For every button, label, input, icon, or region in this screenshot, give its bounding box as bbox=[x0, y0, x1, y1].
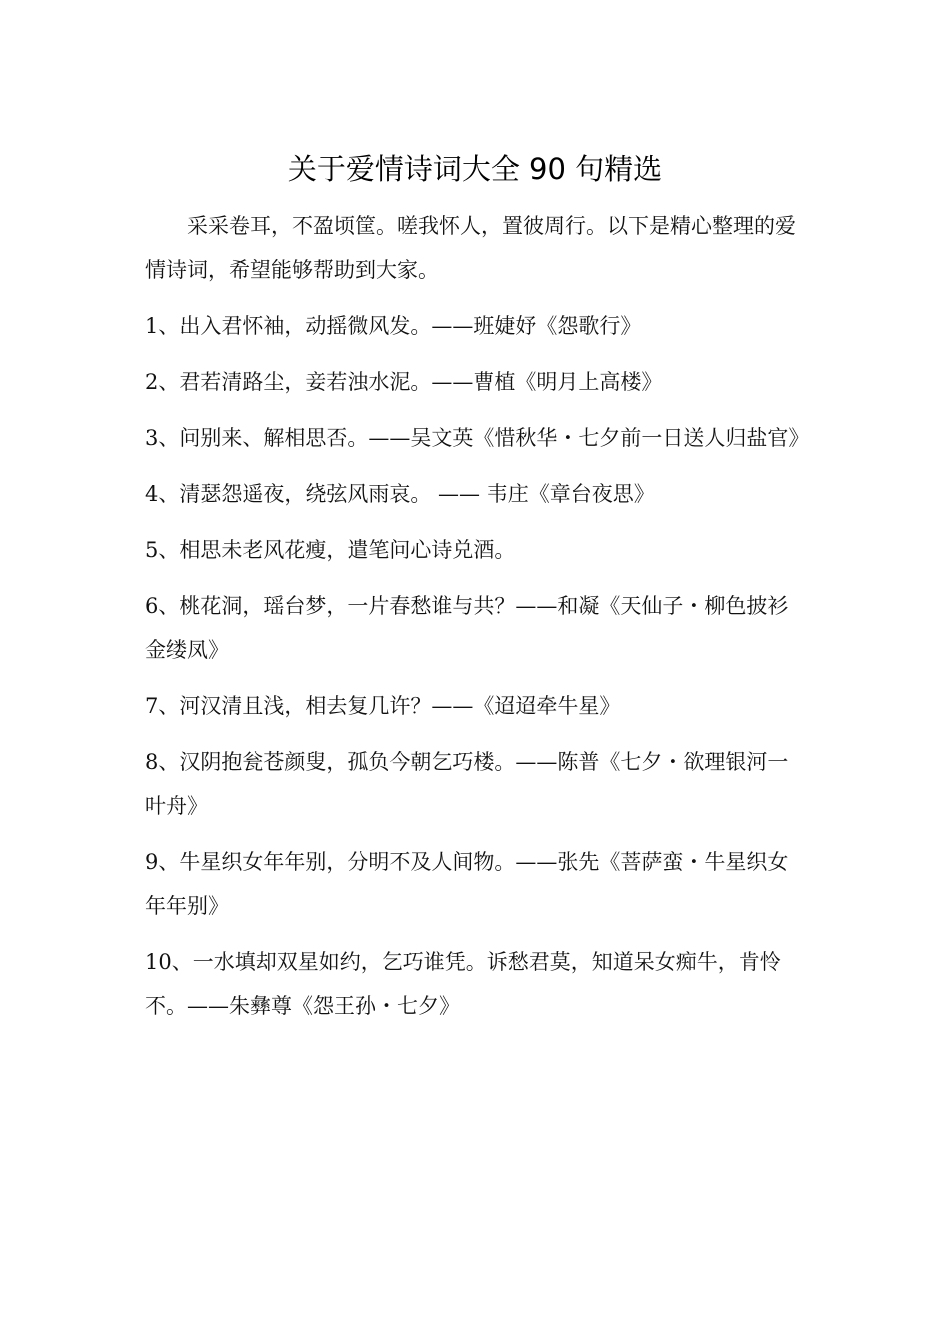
poem-line-5: 5、相思未老风花瘦，遣笔问心诗兑酒。 bbox=[145, 538, 516, 562]
poem-line-10: 10、一水填却双星如约，乞巧谁凭。诉愁君莫，知道呆女痴牛，肯怜不。——朱彝尊《怨王孙・七夕》 bbox=[145, 950, 781, 1018]
intro-paragraph: 采采卷耳，不盈顷筐。嗟我怀人，置彼周行。以下是精心整理的爱情诗词，希望能够帮助到大家。 bbox=[145, 214, 796, 282]
document-body bbox=[145, 148, 810, 1040]
poem-line-2: 2、君若清路尘，妾若浊水泥。——曹植《明月上高楼》 bbox=[145, 370, 663, 394]
poem-line-7: 7、河汉清且浅，相去复几许？——《迢迢牵牛星》 bbox=[145, 694, 621, 718]
poem-line-4: 4、清瑟怨遥夜，绕弦风雨哀。 —— 韦庄《章台夜思》 bbox=[145, 482, 655, 506]
document-title: 关于爱情诗词大全 90 句精选 bbox=[287, 152, 663, 186]
poem-line-8: 8、汉阴抱瓮苍颜叟，孤负今朝乞巧楼。——陈普《七夕・欲理银河一叶舟》 bbox=[145, 750, 789, 818]
poem-line-1: 1、出入君怀袖，动摇微风发。——班婕妤《怨歌行》 bbox=[145, 314, 642, 338]
poem-line-6: 6、桃花洞，瑶台梦，一片春愁谁与共？——和凝《天仙子・柳色披衫金缕凤》 bbox=[145, 594, 789, 662]
poem-line-9: 9、牛星织女年年别，分明不及人间物。——张先《菩萨蛮・牛星织女年年别》 bbox=[145, 850, 789, 918]
poem-line-3: 3、问别来、解相思否。——吴文英《惜秋华・七夕前一日送人归盐官》 bbox=[145, 426, 810, 450]
